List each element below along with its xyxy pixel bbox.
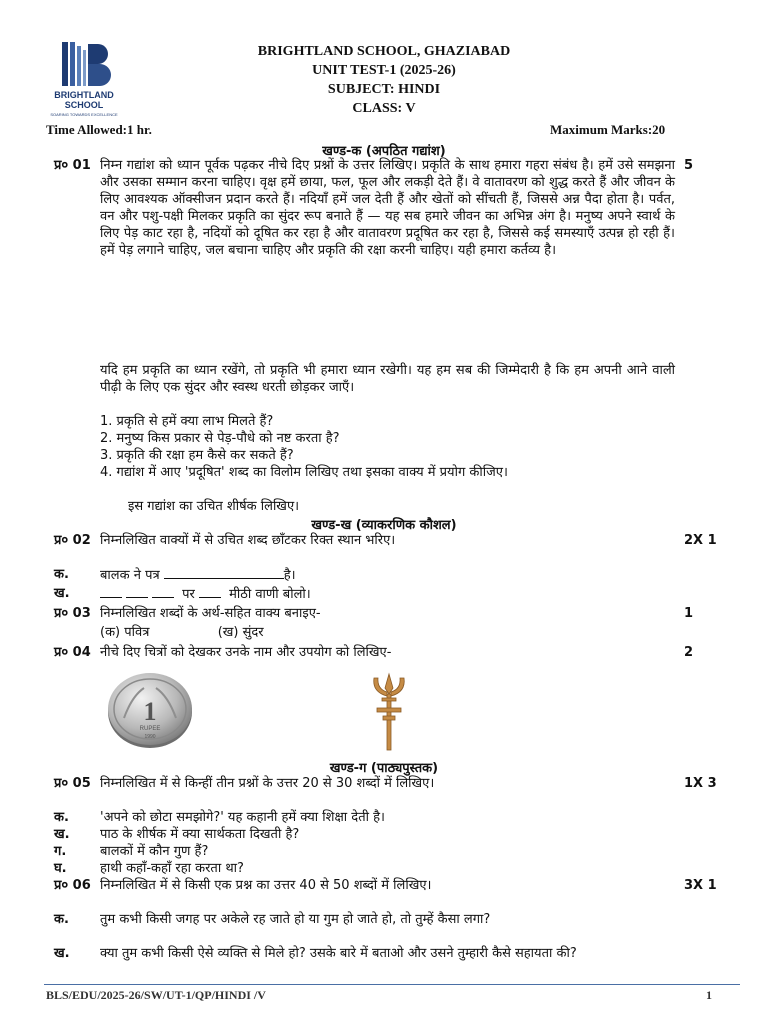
school-name: BRIGHTLAND SCHOOL, GHAZIABAD: [257, 44, 511, 59]
q6-b-label: ख.: [54, 946, 70, 961]
q5-d-label: घ.: [54, 861, 67, 876]
coin-rupee-text: RUPEE: [139, 726, 161, 732]
test-name: UNIT TEST-1 (2025-26): [312, 63, 456, 78]
q5-a-text: 'अपने को छोटा समझोगे?' यह कहानी हमें क्या शिक्षा देती है।: [100, 810, 385, 825]
class-name: CLASS: V: [352, 101, 416, 116]
q5-c-text: बालकों में कौन गुण हैं?: [100, 844, 209, 859]
logo-tagline: SOARING TOWARDS EXCELLENCE: [50, 112, 118, 117]
logo-name-line2: SCHOOL: [64, 100, 104, 110]
coin-year: 1990: [144, 734, 156, 740]
q3-option-1: (क) पवित्र: [100, 625, 150, 640]
q1-question-1: 1. प्रकृति से हमें क्या लाभ मिलते हैं?: [100, 414, 274, 429]
q5-b-text: पाठ के शीर्षक में क्या सार्थकता दिखती है?: [100, 827, 300, 842]
q3-number: प्र० 03: [54, 606, 91, 621]
q3-marks: 1: [684, 606, 694, 621]
q6-a-text: तुम कभी किसी जगह पर अकेले रह जाते हो या गुम हो जाते हो, तो तुम्हें कैसा लगा?: [100, 912, 491, 927]
q2-b-blank-2[interactable]: [126, 585, 148, 598]
maximum-marks: Maximum Marks:20: [550, 122, 666, 137]
q6-b-text: क्या तुम कभी किसी ऐसे व्यक्ति से मिले हो? उसके बारे में बताओ और उसने तुम्हारी कैसे सहायता की?: [100, 946, 577, 961]
q5-a-label: क.: [54, 810, 69, 825]
q2-b-blank-4[interactable]: [199, 585, 221, 598]
page-number: 1: [706, 988, 712, 1002]
q5-marks: 1X 3: [684, 776, 717, 791]
logo-name-line1: BRIGHTLAND: [54, 90, 114, 100]
coin-digit: 1: [143, 697, 157, 726]
q1-passage: निम्न गद्यांश को ध्यान पूर्वक पढ़कर नीचे दिए प्रश्नों के उत्तर लिखिए। प्रकृति के साथ हमारा गहरा संबंध है। हमें उसे समझना और उसका सम्मान करना चाहिए। वृक्ष हमें छाया, फल, फूल और लकड़ी देते हैं। वे वातावरण को शुद्ध करते हैं और जीवन के लिए आवश्यक ऑक्सीजन प्रदान करते हैं। नदियाँ हमें जल देती हैं और खेतों को सींचती हैं, जिससे अन्न पैदा होता है। पर्वत, वन और पशु-पक्षी मिलकर प्रकृति का सुंदर रूप बनाते हैं — यह सब हमारे जीवन का अभिन्न अंग है। मनुष्य अपने स्वार्थ के लिए पेड़ काट रहा है, नदियों को दूषित कर रहा है और वातावरण प्रदूषित कर रहा है, जिससे कई समस्याएँ उत्पन्न हो रही हैं। हमें पेड़ लगाने चाहिए, जल बचाना चाहिए और प्रकृति की रक्षा करनी चाहिए। यही हमारा कर्तव्य है।: [100, 158, 675, 258]
q5-number: प्र० 05: [54, 776, 91, 791]
q2-a-label: क.: [54, 567, 69, 582]
q1-question-2: 2. मनुष्य किस प्रकार से पेड़-पौधे को नष्ट करता है?: [100, 431, 340, 446]
q3-option-2: (ख) सुंदर: [217, 625, 264, 640]
footer-code: BLS/EDU/2025-26/SW/UT-1/QP/HINDI /V: [46, 988, 266, 1002]
q2-b-blank-1[interactable]: [100, 585, 122, 598]
q1-question-3: 3. प्रकृति की रक्षा हम कैसे कर सकते हैं?: [100, 448, 294, 463]
time-allowed: Time Allowed:1 hr.: [46, 122, 152, 137]
q2-b-blank-3[interactable]: [152, 585, 174, 598]
q5-d-text: हाथी कहाँ-कहाँ रहा करता था?: [100, 861, 244, 876]
q4-number: प्र० 04: [54, 645, 91, 660]
q2-b-text-post: मीठी वाणी बोलो।: [229, 587, 311, 602]
q6-number: प्र० 06: [54, 878, 91, 893]
q2-text: निम्नलिखित वाक्यों में से उचित शब्द छाँटकर रिक्त स्थान भरिए।: [100, 533, 396, 548]
q4-marks: 2: [684, 645, 694, 660]
q2-marks: 2X 1: [684, 533, 717, 548]
q1-question-4: 4. गद्यांश में आए 'प्रदूषित' शब्द का विलोम लिखिए तथा इसका वाक्य में प्रयोग कीजिए।: [100, 465, 508, 480]
trishul-image: [368, 672, 410, 752]
q6-marks: 3X 1: [684, 878, 717, 893]
q2-a-blank[interactable]: [164, 566, 284, 579]
q1-number: प्र० 01: [54, 158, 91, 173]
q2-b-label: ख.: [54, 586, 70, 601]
q3-options: [100, 624, 675, 641]
subject-name: SUBJECT: HINDI: [327, 82, 441, 97]
section-b-title: खण्ड-ख (व्याकरणिक कौशल): [311, 518, 457, 533]
q2-a: [100, 566, 675, 584]
q2-b-text-mid: पर: [182, 587, 195, 602]
q5-c-label: ग.: [54, 844, 67, 859]
q1-title-question: इस गद्यांश का उचित शीर्षक लिखिए।: [128, 499, 300, 514]
coin-image: [104, 668, 196, 750]
q3-text: निम्नलिखित शब्दों के अर्थ-सहित वाक्य बनाइए-: [100, 606, 321, 621]
q4-text: नीचे दिए चित्रों को देखकर उनके नाम और उपयोग को लिखिए-: [100, 645, 392, 660]
q2-a-text-pre: बालक ने पत्र: [100, 568, 160, 583]
q2-number: प्र० 02: [54, 533, 91, 548]
section-a-title: खण्ड-क (अपठित गद्यांश): [322, 144, 446, 159]
q6-text: निम्नलिखित में से किसी एक प्रश्न का उत्तर 40 से 50 शब्दों में लिखिए।: [100, 878, 432, 893]
q1-passage-continued: यदि हम प्रकृति का ध्यान रखेंगे, तो प्रकृति भी हमारा ध्यान रखेगी। यह हम सब की जिम्मेदारी है कि हम अपनी आने वाली पीढ़ी के लिए एक सुंदर और स्वस्थ धरती छोड़कर जाएँ।: [100, 363, 675, 395]
section-c-title: खण्ड-ग (पाठ्यपुस्तक): [329, 761, 439, 776]
q1-marks: 5: [684, 158, 694, 173]
q2-b: [100, 585, 675, 603]
q2-a-text-post: है।: [283, 568, 296, 583]
q5-b-label: ख.: [54, 827, 70, 842]
q5-text: निम्नलिखित में से किन्हीं तीन प्रश्नों के उत्तर 20 से 30 शब्दों में लिखिए।: [100, 776, 435, 791]
footer-divider: [44, 984, 740, 985]
q6-a-label: क.: [54, 912, 69, 927]
